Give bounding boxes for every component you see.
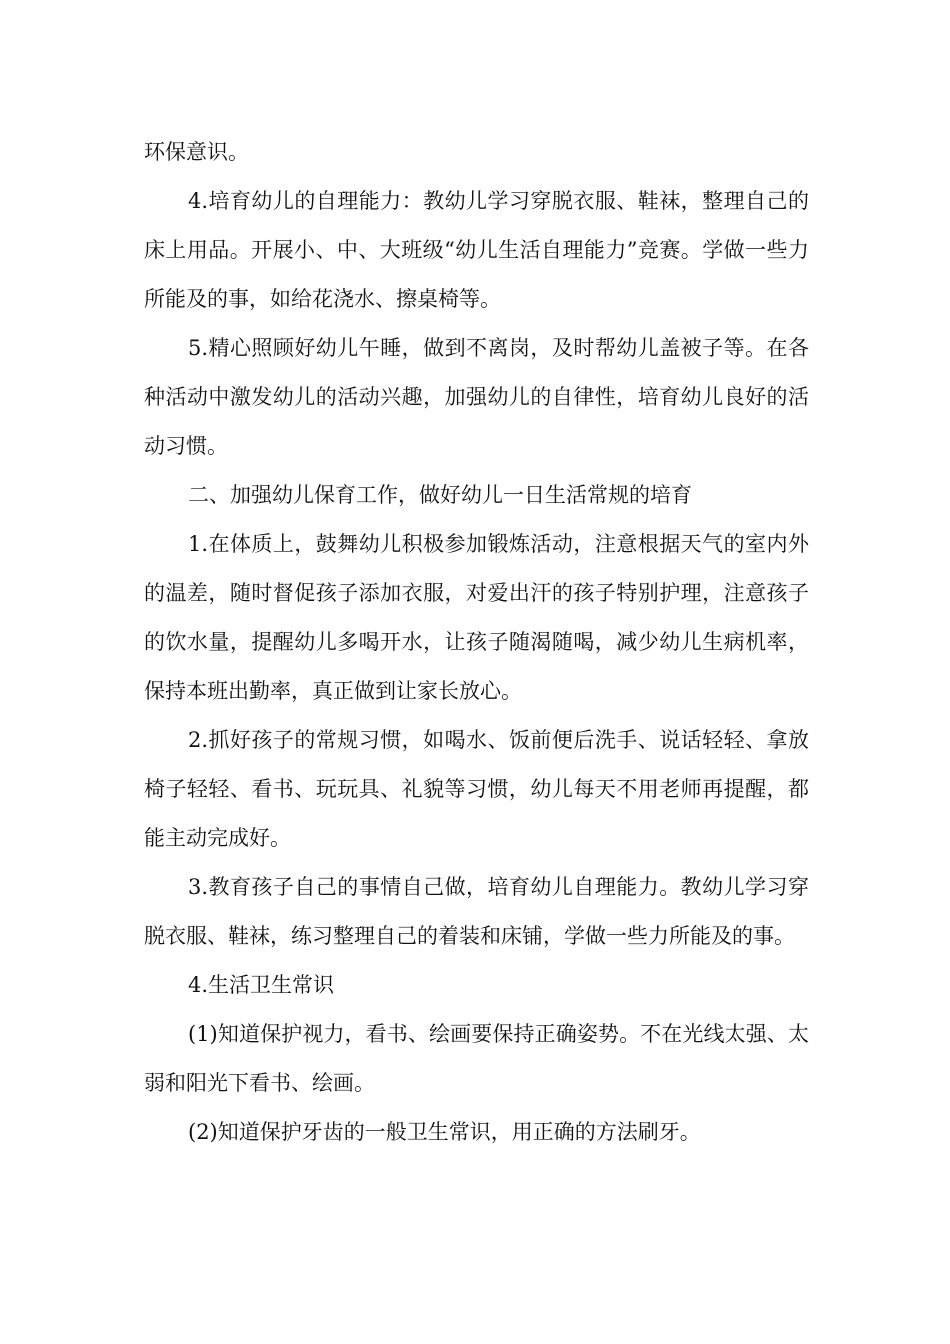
paragraph-9: (1)知道保护视力，看书、绘画要保持正确姿势。不在光线太强、太弱和阳光下看书、绘画。 bbox=[144, 1022, 809, 1095]
paragraph-10: (2)知道保护牙齿的一般卫生常识，用正确的方法刷牙。 bbox=[188, 1120, 701, 1144]
document-body bbox=[144, 128, 809, 1157]
section-heading: 二、加强幼儿保育工作，做好幼儿一日生活常规的培育 bbox=[188, 483, 692, 507]
paragraph-7: 3.教育孩子自己的事情自己做，培育幼儿自理能力。教幼儿学习穿脱衣服、鞋袜，练习整理自己的着装和床铺，学做一些力所能及的事。 bbox=[144, 875, 809, 948]
paragraph-2: 4.培育幼儿的自理能力：教幼儿学习穿脱衣服、鞋袜，整理自己的床上用品。开展小、中、大班级“幼儿生活自理能力”竞赛。学做一些力所能及的事，如给花浇水、擦桌椅等。 bbox=[144, 189, 809, 311]
paragraph-1: 环保意识。 bbox=[144, 140, 249, 164]
paragraph-5: 1.在体质上，鼓舞幼儿积极参加锻炼活动，注意根据天气的室内外的温差，随时督促孩子添加衣服，对爱出汗的孩子特别护理，注意孩子的饮水量，提醒幼儿多喝开水，让孩子随渴随喝，减少幼儿生病机率，保持本班出勤率，真正做到让家长放心。 bbox=[144, 532, 809, 703]
paragraph-3: 5.精心照顾好幼儿午睡，做到不离岗，及时帮幼儿盖被子等。在各种活动中激发幼儿的活动兴趣，加强幼儿的自律性，培育幼儿良好的活动习惯。 bbox=[144, 336, 809, 458]
subsection-heading: 4.生活卫生常识 bbox=[188, 973, 335, 997]
paragraph-6: 2.抓好孩子的常规习惯，如喝水、饭前便后洗手、说话轻轻、拿放椅子轻轻、看书、玩玩具、礼貌等习惯，幼儿每天不用老师再提醒，都能主动完成好。 bbox=[144, 728, 809, 850]
